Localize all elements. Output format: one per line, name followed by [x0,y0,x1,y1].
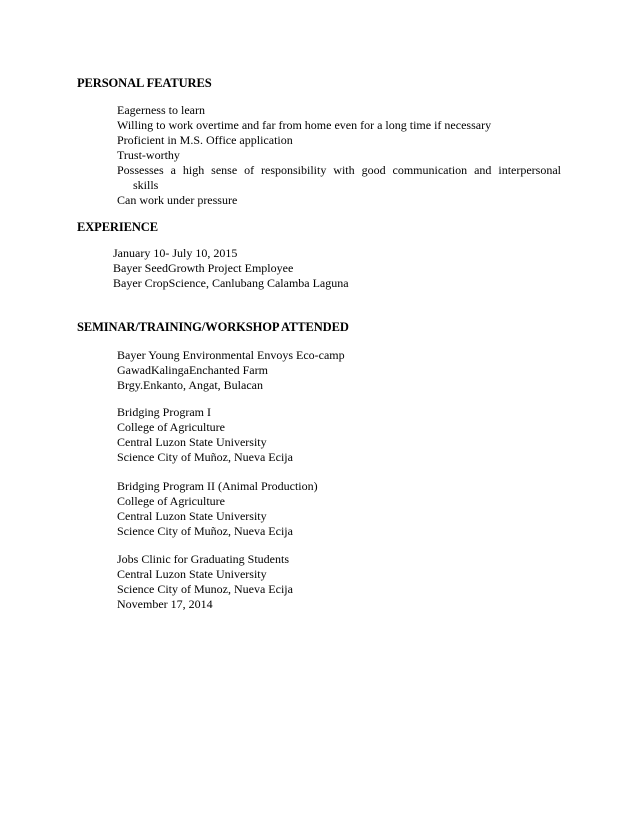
experience-company: Bayer CropScience, Canlubang Calamba Laguna [113,276,349,290]
experience-heading: EXPERIENCE [77,220,158,234]
seminar-line: Bridging Program II (Animal Production) [117,479,318,493]
personal-feature-item: Proficient in M.S. Office application [117,133,293,147]
seminar-line: Science City of Muñoz, Nueva Ecija [117,450,293,464]
seminar-line: Central Luzon State University [117,509,267,523]
seminar-line: Science City of Munoz, Nueva Ecija [117,582,293,596]
personal-features-heading: PERSONAL FEATURES [77,76,212,90]
seminars-heading: SEMINAR/TRAINING/WORKSHOP ATTENDED [77,320,349,334]
personal-feature-item: Can work under pressure [117,193,238,207]
personal-feature-item: Eagerness to learn [117,103,205,117]
personal-feature-item: Trust-worthy [117,148,180,162]
seminar-line: Central Luzon State University [117,567,267,581]
seminar-line: Bayer Young Environmental Envoys Eco-camp [117,348,345,362]
seminar-line: Bridging Program I [117,405,211,419]
experience-dates: January 10- July 10, 2015 [113,246,238,260]
seminar-line: Brgy.Enkanto, Angat, Bulacan [117,378,263,392]
seminar-line: November 17, 2014 [117,597,213,611]
seminar-line: Jobs Clinic for Graduating Students [117,552,289,566]
personal-feature-item: Possesses a high sense of responsibility with good communication and interpersonal [117,163,561,177]
experience-position: Bayer SeedGrowth Project Employee [113,261,294,275]
personal-feature-item: Willing to work overtime and far from home even for a long time if necessary [117,118,492,132]
seminar-line: GawadKalingaEnchanted Farm [117,363,268,377]
personal-feature-item-continuation: skills [133,178,159,192]
seminar-line: College of Agriculture [117,494,225,508]
seminar-line: Central Luzon State University [117,435,267,449]
seminar-line: College of Agriculture [117,420,225,434]
seminar-line: Science City of Muñoz, Nueva Ecija [117,524,293,538]
